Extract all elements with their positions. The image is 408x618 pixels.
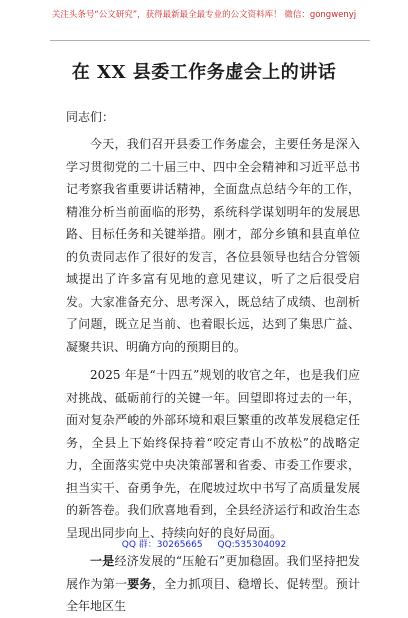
header-promo-note: 关注头条号“公文研究”，获得最新最全最专业的公文资料库！ 微信：gongwenyj	[51, 10, 357, 20]
header-divider	[50, 40, 370, 41]
paragraph-2: 2025 年是“十四五”规划的收官之年，也是我们应对挑战、砥砺前行的关键一年。回望即将过去的一年，面对复杂严峻的外部环境和艰巨繁重的改革发展稳定任务，全县上下始终保持着“咬定青山不放松”的战略定力，全面落实党中央决策部署和省委、市委工作要求，担当实干、奋勇争先，在爬坡过坎中书写了高质量发展的新答卷。我们欣喜地看到，全县经济运行和政治生态呈现出同步向上、持续向好的良好局面。	[66, 368, 360, 540]
paragraph-3-text-a: 经济发展的“压舱石”更加稳固。我们坚持把发展作为第一	[66, 554, 360, 591]
paragraph-3-lead: 一是	[90, 554, 115, 568]
paragraph-3-text-b: ，全力抓项目、稳增长、促转型。预计全年地区生	[66, 576, 360, 613]
paragraph-3-bold: 要务	[127, 576, 152, 591]
paragraph-3	[66, 550, 360, 618]
document-title: 在 XX 县委工作务虚会上的讲话	[71, 62, 337, 83]
footer-contact	[0, 537, 408, 550]
salutation: 同志们：	[66, 110, 115, 124]
footer-qq-group: QQ 群：30265665	[121, 540, 203, 550]
paragraph-1: 今天，我们召开县委工作务虚会，主要任务是深入学习贯彻党的二十届三中、四中全会精神和习近平总书记考察我省重要讲话精神，全面盘点总结今年的工作，精准分析当前面临的形势，系统科学谋划明年的发展思路、目标任务和关键举措。刚才，部分乡镇和县直单位的负责同志作了很好的发言，各位县领导也结合分管领域提出了许多富有见地的意见建议，听了之后很受启发。大家准备充分、思考深入，既总结了成绩、也剖析了问题，既立足当前、也着眼长远，达到了集思广益、凝聚共识、明确方向的预期目的。	[66, 137, 360, 354]
footer-qq-number: QQ:535304092	[217, 540, 287, 550]
